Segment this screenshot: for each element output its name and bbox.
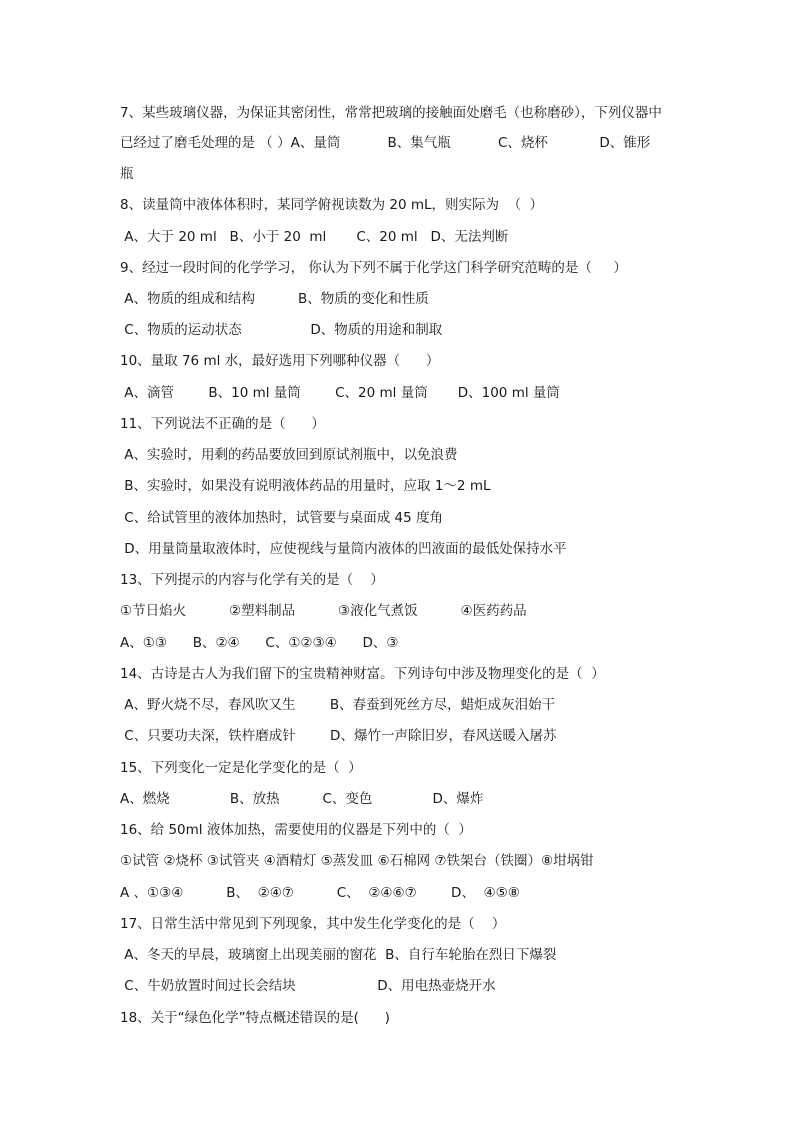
question-9-stem: 9、经过一段时间的化学学习， 你认为下列不属于化学这门科学研究范畴的是（ ） [120, 260, 627, 276]
question-16-stem: 16、给 50ml 液体加热，需要使用的仪器是下列中的（ ） [120, 822, 472, 838]
question-9-options-2: C、物质的运动状态 D、物质的用途和制取 [120, 322, 443, 338]
question-11-option-d: D、用量筒量取液体时，应使视线与量筒内液体的凹液面的最低处保持水平 [120, 541, 567, 557]
question-7-line-3: 瓶 [120, 166, 134, 182]
question-17-options-1: A、冬天的早晨，玻璃窗上出现美丽的窗花 B、自行车轮胎在烈日下爆裂 [120, 947, 557, 963]
question-17-options-2: C、牛奶放置时间过长会结块 D、用电热壶烧开水 [120, 978, 496, 994]
question-18-stem: 18、关于“绿色化学”特点概述错误的是( ) [120, 1010, 390, 1026]
question-11-option-c: C、给试管里的液体加热时，试管要与桌面成 45 度角 [120, 510, 443, 526]
question-11-option-a: A、实验时，用剩的药品要放回到原试剂瓶中，以免浪费 [120, 447, 458, 463]
question-13-options: A、①③ B、②④ C、①②③④ D、③ [120, 635, 399, 651]
question-14-options-2: C、只要功夫深，铁杵磨成针 D、爆竹一声除旧岁，春风送暖入屠苏 [120, 728, 557, 744]
question-14-stem: 14、古诗是古人为我们留下的宝贵精神财富。下列诗句中涉及物理变化的是（ ） [120, 666, 605, 682]
question-8-stem: 8、读量筒中液体体积时，某同学俯视读数为 20 mL，则实际为 （ ） [120, 197, 544, 213]
question-8-options: A、大于 20 ml B、小于 20 ml C、20 ml D、无法判断 [120, 229, 509, 245]
question-11-stem: 11、下列说法不正确的是（ ） [120, 416, 325, 432]
question-16-options: A 、①③④ B、 ②④⑦ C、 ②④⑥⑦ D、 ④⑤⑧ [120, 885, 520, 901]
question-15-options: A、燃烧 B、放热 C、变色 D、爆炸 [120, 791, 484, 807]
question-9-options-1: A、物质的组成和结构 B、物质的变化和性质 [120, 291, 429, 307]
question-10-options: A、滴管 B、10 ml 量筒 C、20 ml 量筒 D、100 ml 量筒 [120, 385, 560, 401]
question-13-stem: 13、下列提示的内容与化学有关的是（ ） [120, 572, 384, 588]
question-13-items: ①节日焰火 ②塑料制品 ③液化气煮饭 ④医药药品 [120, 603, 527, 619]
question-11-option-b: B、实验时，如果没有说明液体药品的用量时，应取 1～2 mL [120, 478, 491, 494]
question-10-stem: 10、量取 76 ml 水，最好选用下列哪种仪器（ ） [120, 353, 440, 369]
question-17-stem: 17、日常生活中常见到下列现象，其中发生化学变化的是（ ） [120, 916, 506, 932]
question-7-line-2: 已经过了磨毛处理的是 （ ）A、量筒 B、集气瓶 C、烧杯 D、锥形 [120, 135, 651, 151]
question-16-items: ①试管 ②烧杯 ③试管夹 ④酒精灯 ⑤蒸发皿 ⑥石棉网 ⑦铁架台（铁圈）⑧坩埚钳 [120, 853, 594, 869]
question-14-options-1: A、野火烧不尽，春风吹又生 B、春蚕到死丝方尽，蜡炬成灰泪始干 [120, 697, 556, 713]
question-15-stem: 15、下列变化一定是化学变化的是（ ） [120, 760, 362, 776]
question-7-line-1: 7、某些玻璃仪器，为保证其密闭性，常常把玻璃的接触面处磨毛（也称磨砂），下列仪器中 [120, 105, 662, 121]
